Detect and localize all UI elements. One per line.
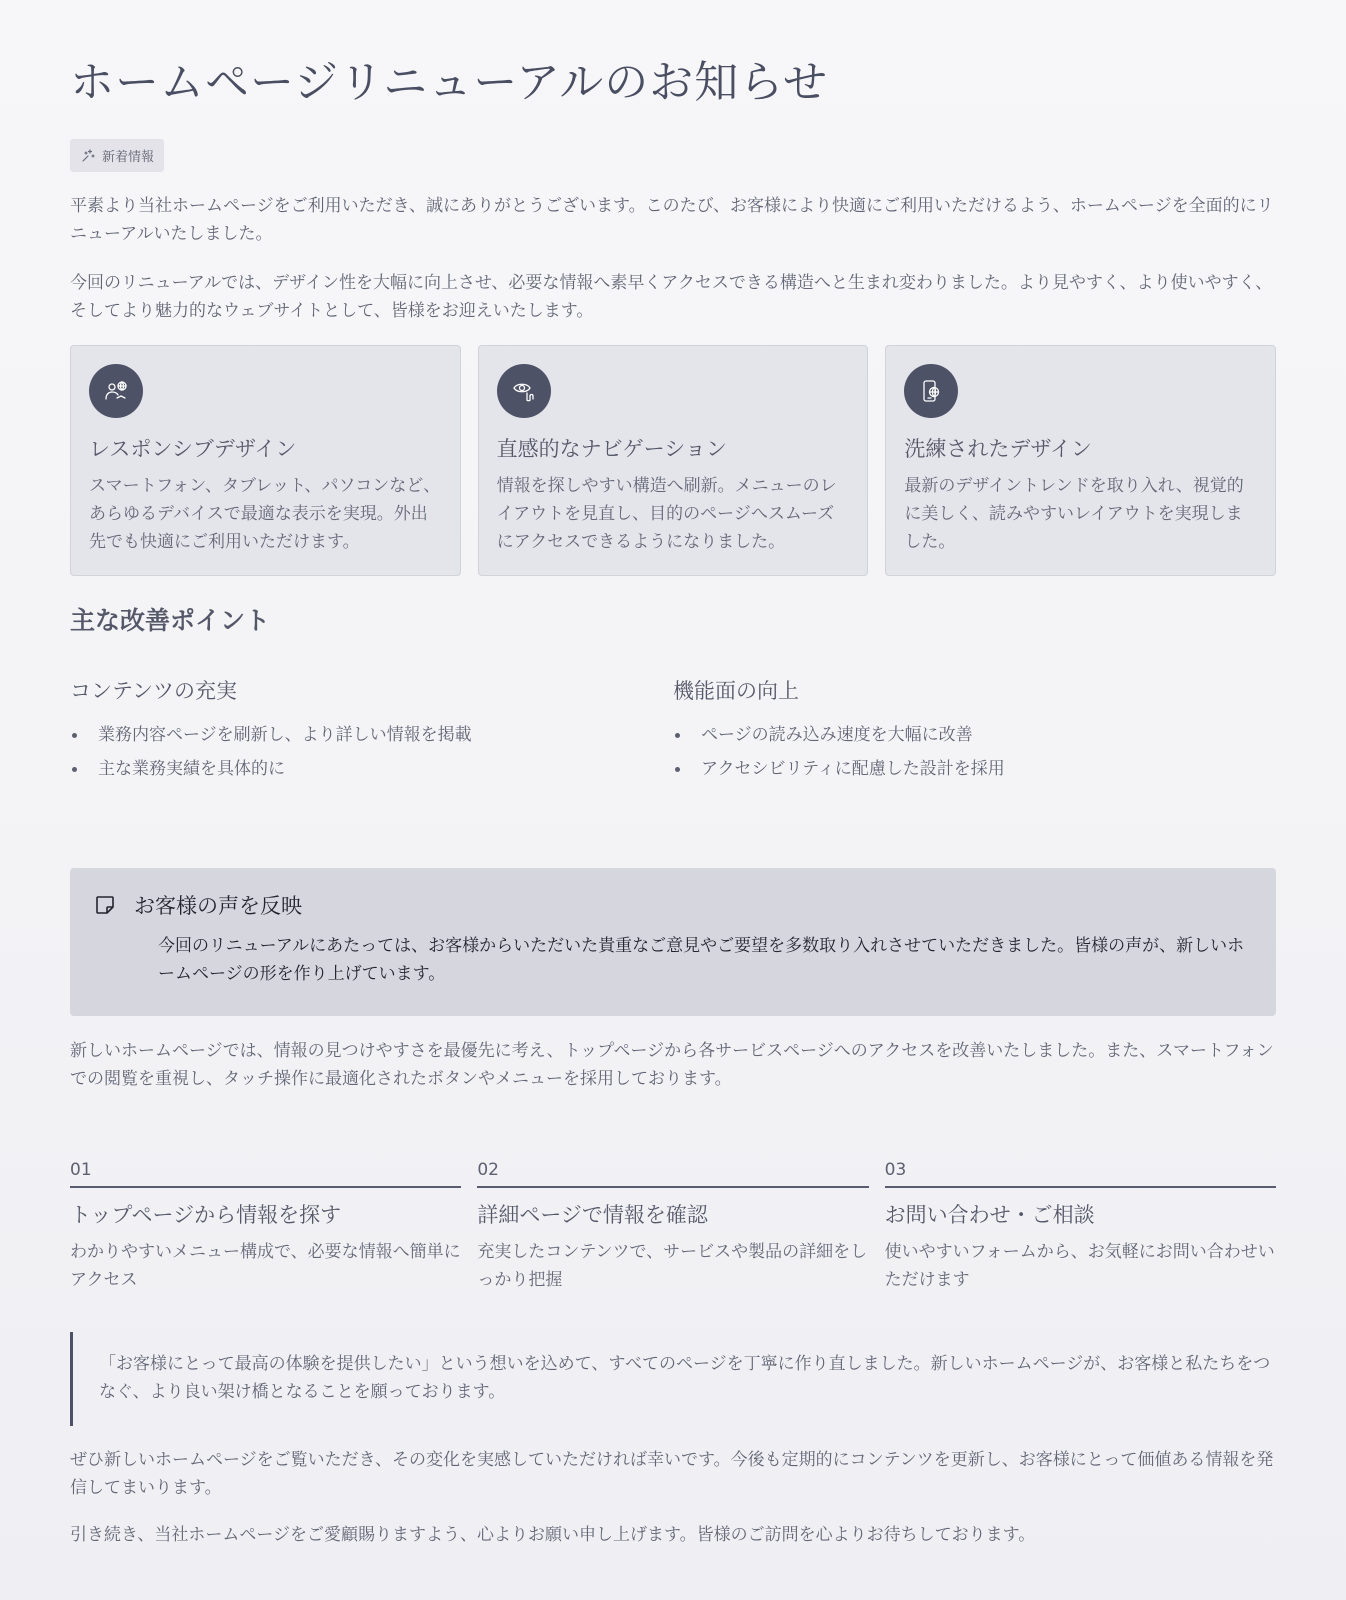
news-tag-label: 新着情報 xyxy=(102,150,155,165)
customer-voice-callout xyxy=(70,868,1276,1016)
callout-title: お客様の声を反映 xyxy=(134,894,302,918)
list-item: アクセシビリティに配慮した設計を採用 xyxy=(673,752,1276,786)
intro-paragraph-2: 今回のリニューアルでは、デザイン性を大幅に向上させ、必要な情報へ素早くアクセスできる構造へと生まれ変わりました。より見やすく、より使いやすく、そしてより魅力的なウェブサイトとして、皆様をお迎えいたします。 xyxy=(70,273,1273,321)
closing-paragraph-2: 引き続き、当社ホームページをご愛顧賜りますよう、心よりお願い申し上げます。皆様のご訪問を心よりお待ちしております。 xyxy=(70,1525,1036,1545)
feature-card-navigation xyxy=(478,345,869,576)
step-number: 03 xyxy=(885,1160,1276,1188)
list-item: 主な業務実績を具体的に xyxy=(70,752,673,786)
feature-card-text: 最新のデザイントレンドを取り入れ、視覚的に美しく、読みやすいレイアウトを実現しました。 xyxy=(904,476,1244,552)
closing-paragraph-1: ぜひ新しいホームページをご覧いただき、その変化を実感していただければ幸いです。今後も定期的にコンテンツを更新し、お客様にとって価値ある情報を発信してまいります。 xyxy=(70,1450,1274,1498)
improvements-columns xyxy=(70,676,1276,786)
step-3 xyxy=(885,1160,1276,1294)
column-title: コンテンツの充実 xyxy=(70,679,237,703)
improvement-column-function xyxy=(673,676,1276,786)
step-1 xyxy=(70,1160,461,1294)
step-text: 使いやすいフォームから、お気軽にお問い合わせいただけます xyxy=(884,1242,1275,1290)
improvement-column-content xyxy=(70,676,673,786)
improvement-list xyxy=(673,718,1276,786)
improvements-title: 主な改善ポイント xyxy=(70,606,271,635)
list-item: ページの読み込み速度を大幅に改善 xyxy=(673,718,1276,752)
list-item: 業務内容ページを刷新し、より詳しい情報を掲載 xyxy=(70,718,673,752)
step-title: 詳細ページで情報を確認 xyxy=(477,1203,708,1227)
feature-card-title: 洗練されたデザイン xyxy=(904,437,1092,461)
step-2 xyxy=(477,1160,868,1294)
feature-card-title: 直感的なナビゲーション xyxy=(496,437,727,461)
feature-card-text: スマートフォン、タブレット、パソコンなど、あらゆるデバイスで最適な表示を実現。外出先でも快適にご利用いただけます。 xyxy=(89,476,441,552)
callout-text: 今回のリニューアルにあたっては、お客様からいただいた貴重なご意見やご要望を多数取り入れさせていただきました。皆様の声が、新しいホームページの形を作り上げています。 xyxy=(158,936,1245,984)
person-globe-icon xyxy=(102,377,130,405)
feature-cards xyxy=(70,345,1276,576)
column-title: 機能面の向上 xyxy=(673,679,799,703)
step-text: わかりやすいメニュー構成で、必要な情報へ簡単にアクセス xyxy=(70,1242,461,1290)
step-title: お問い合わせ・ご相談 xyxy=(884,1203,1095,1227)
body-paragraph: 新しいホームページでは、情報の見つけやすさを最優先に考え、トップページから各サービスページへのアクセスを改善いたしました。また、スマートフォンでの閲覧を重視し、タッチ操作に最適化されたボタンやメニューを採用しております。 xyxy=(70,1041,1274,1089)
steps xyxy=(70,1160,1276,1294)
feature-card-design xyxy=(885,345,1276,576)
intro-paragraph-1: 平素より当社ホームページをご利用いただき、誠にありがとうございます。このたび、お客様により快適にご利用いただけるよう、ホームページを全面的にリニューアルいたしました。 xyxy=(70,196,1274,244)
quote-block: 「お客様にとって最高の体験を提供したい」という想いを込めて、すべてのページを丁寧に作り直しました。新しいホームページが、お客様と私たちをつなぐ、より良い架け橋となることを願っております。 xyxy=(70,1332,1276,1426)
page-title: ホームページリニューアルのお知らせ xyxy=(70,57,828,108)
phone-globe-icon xyxy=(917,377,945,405)
improvement-list xyxy=(70,718,673,786)
note-icon xyxy=(94,894,116,916)
feature-card-title: レスポンシブデザイン xyxy=(89,437,297,461)
step-title: トップページから情報を探す xyxy=(70,1203,342,1227)
eye-pointer-icon xyxy=(510,377,538,405)
feature-card-text: 情報を探しやすい構造へ刷新。メニューのレイアウトを見直し、目的のページへスムーズにアクセスできるようになりました。 xyxy=(496,476,837,552)
step-number: 01 xyxy=(70,1160,461,1188)
step-number: 02 xyxy=(477,1160,868,1188)
news-tag xyxy=(70,139,164,172)
step-text: 充実したコンテンツで、サービスや製品の詳細をしっかり把握 xyxy=(477,1242,868,1290)
sparkle-icon xyxy=(80,148,96,164)
feature-card-responsive xyxy=(70,345,461,576)
